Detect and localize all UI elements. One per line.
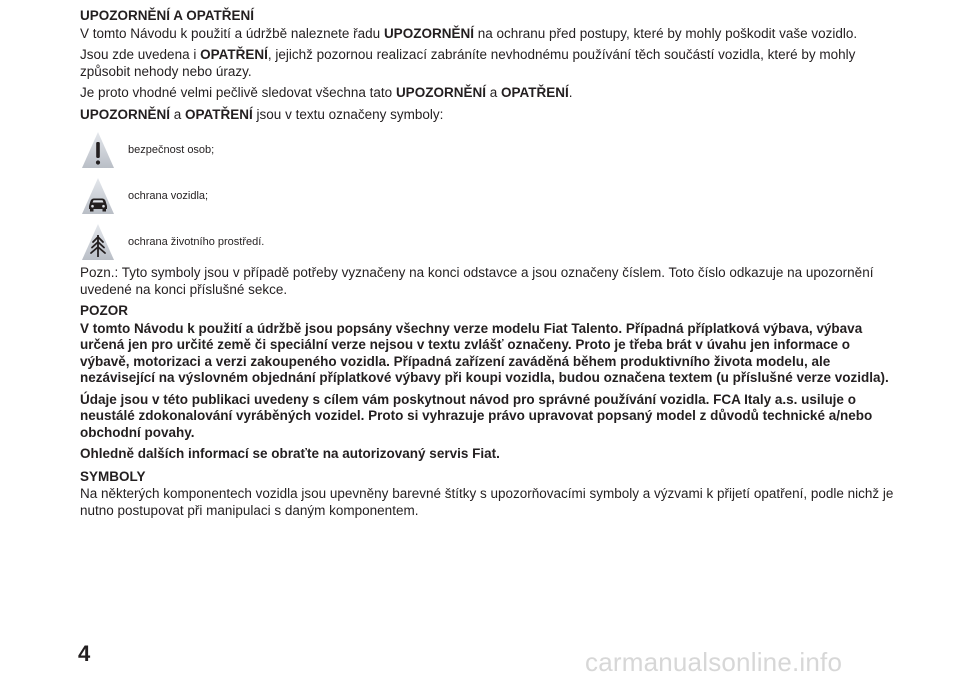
section-title-pozor: POZOR (80, 303, 129, 318)
paragraph-symbols-intro (80, 107, 900, 124)
watermark: carmanualsonline.info (585, 647, 843, 677)
pozor-block (80, 321, 900, 463)
text-span: Je proto vhodné velmi pečlivě sledovat všechna tato (80, 85, 396, 100)
keyword-upozorneni: UPOZORNĚNÍ (383, 25, 474, 41)
paragraph-follow (80, 85, 900, 102)
text-span: na ochranu před postupy, které by mohly poškodit vaše vozidlo. (473, 25, 858, 41)
text-span: jsou v textu označeny symboly: (252, 106, 444, 122)
section-title-warnings: UPOZORNĚNÍ A OPATŘENÍ (80, 8, 255, 23)
keyword-opatreni: OPATŘENÍ (500, 85, 569, 100)
car-triangle-icon (80, 176, 116, 216)
paragraph-intro (80, 26, 900, 43)
keyword-upozorneni: UPOZORNĚNÍ (80, 106, 171, 122)
text-span: a (485, 85, 501, 100)
paragraph-symboly: Na některých komponentech vozidla jsou upevněny barevné štítky s upozorňovacími symboly a výzvami k přijetí opatření, podle nichž je nutno postupovat při manipulaci s daným komponentem. (80, 486, 894, 518)
paragraph-pozor-1: V tomto Návodu k použití a údržbě jsou popsány všechny verze modelu Fiat Talento. Případná příplatková výbava, výbava určená jen pro určité země či speciální verze nejsou v textu zvlášť označeny. Proto je třeba brát v úvahu jen informace o výbavě, motorizaci a verzi zakoupeného vozidla. Případná zařízení zaváděná během produktivního života modelu, ale nezávisející na výslovném objednání příplatkové výbavy při koupi vozidla, budou označena textem (u příslušné verze vozidla). (80, 320, 889, 385)
text-span: , jejichž pozornou realizací zabráníte nevhodnému používání těch součástí vozidla, které by mohly způsobit nehody nebo úrazy. (80, 47, 856, 79)
keyword-opatreni: OPATŘENÍ (185, 106, 253, 122)
exclamation-triangle-icon (80, 130, 116, 170)
paragraph-opatreni (80, 47, 900, 80)
text-span: a (170, 106, 186, 122)
page-number: 4 (78, 641, 91, 666)
manual-page (80, 8, 900, 524)
symbol-label: bezpečnost osob; (128, 143, 215, 156)
text-span: Jsou zde uvedena i (80, 47, 201, 62)
symbol-row-environment (80, 221, 900, 263)
paragraph-pozor-3: Ohledně dalších informací se obraťte na autorizovaný servis Fiat. (80, 446, 500, 461)
symbol-row-safety (80, 129, 900, 171)
keyword-upozorneni: UPOZORNĚNÍ (395, 85, 486, 100)
text-span: V tomto Návodu k použití a údržbě naleznete řadu (80, 25, 384, 41)
paragraph-note: Pozn.: Tyto symboly jsou v případě potřeby vyznačeny na konci odstavce a jsou označeny číslem. Toto číslo odkazuje na upozornění uvedené na konci příslušné sekce. (80, 265, 874, 297)
symbol-list (80, 129, 900, 263)
symbol-label: ochrana vozidla; (128, 189, 209, 202)
symbol-row-vehicle (80, 175, 900, 217)
keyword-opatreni: OPATŘENÍ (200, 47, 268, 62)
section-title-symboly: SYMBOLY (80, 468, 146, 484)
symbol-label: ochrana životního prostředí. (128, 235, 265, 248)
tree-triangle-icon (80, 222, 116, 262)
text-span: . (568, 85, 573, 100)
paragraph-pozor-2: Údaje jsou v této publikaci uvedeny s cílem vám poskytnout návod pro správné používání vozidla. FCA Italy a.s. usiluje o neustálé zdokonalování vyráběných vozidel. Proto si vyhrazuje právo upravovat popsaný model z důvodů technické a/nebo obchodní povahy. (80, 391, 873, 440)
